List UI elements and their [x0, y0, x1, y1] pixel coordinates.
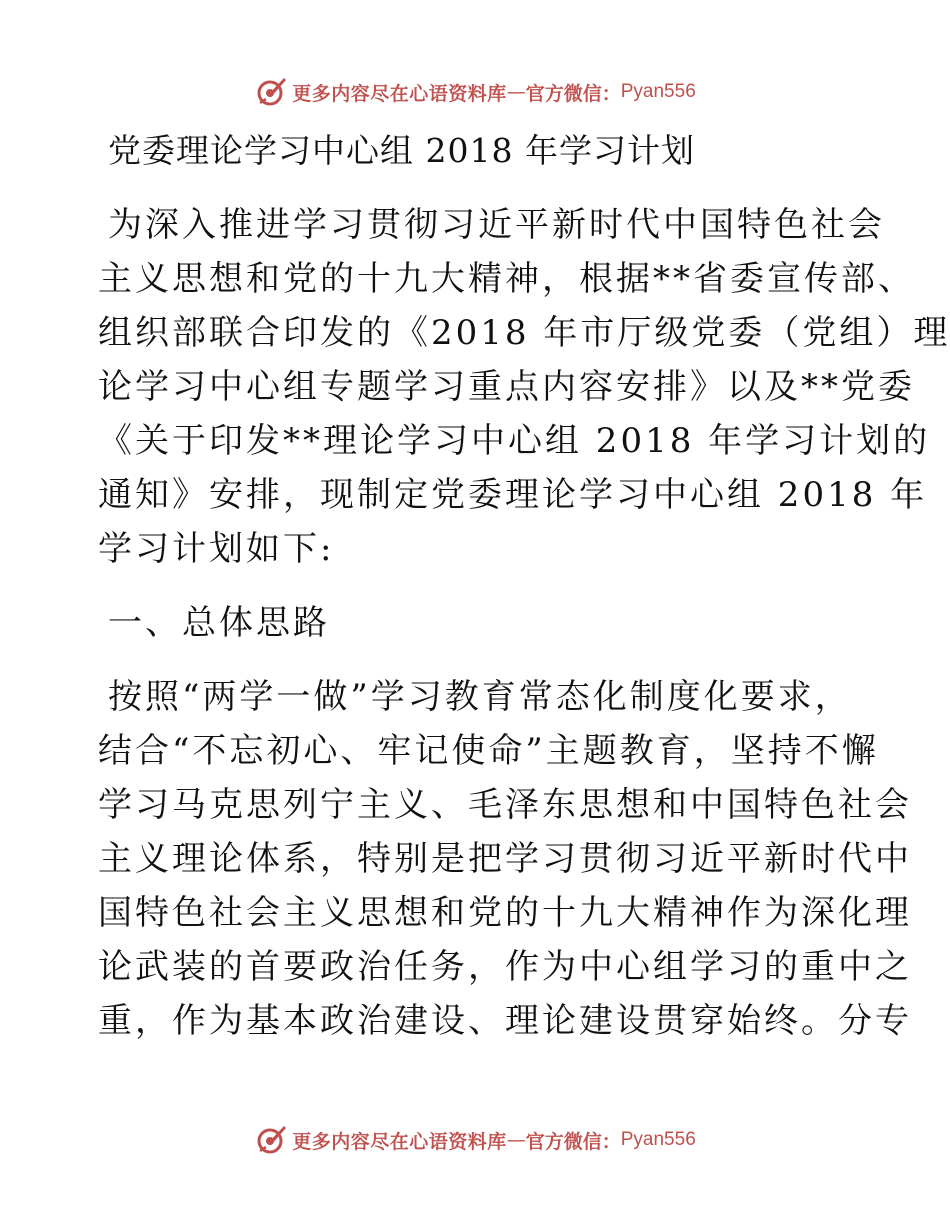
footer-watermark [0, 1120, 950, 1160]
paragraph-line: 为深入推进学习贯彻习近平新时代中国特色社会 [108, 205, 885, 245]
document-body [98, 124, 950, 1048]
paragraph-line: 论武装的首要政治任务，作为中心组学习的重中之 [98, 947, 912, 987]
watermark-dash: — [506, 81, 526, 103]
intro-paragraph [98, 198, 950, 576]
quill-logo-icon [254, 1123, 288, 1157]
paragraph-line: 结合“不忘初心、牢记使命”主题教育，坚持不懈 [98, 731, 879, 771]
document-title: 党委理论学习中心组 2018 年学习计划 [108, 131, 695, 170]
quill-logo-icon [254, 75, 288, 109]
watermark-text: 更多内容尽在心语资料库 [292, 1130, 507, 1153]
watermark-dash: — [506, 1129, 526, 1151]
paragraph-line: 重，作为基本政治建设、理论建设贯穿始终。分专 [98, 1001, 912, 1041]
paragraph-line: 论学习中心组专题学习重点内容安排》以及**党委 [98, 367, 915, 407]
watermark-wechat-label: 官方微信： [525, 82, 621, 105]
header-watermark [0, 72, 950, 112]
paragraph-line: 主义理论体系，特别是把学习贯彻习近平新时代中 [98, 839, 912, 879]
watermark-wechat-id: Pyan556 [620, 1129, 696, 1150]
paragraph-line: 主义思想和党的十九大精神，根据**省委宣传部、 [98, 259, 915, 299]
paragraph-line: 学习马克思列宁主义、毛泽东思想和中国特色社会 [98, 785, 912, 825]
paragraph-line: 组织部联合印发的《2018 年市厅级党委（党组）理 [98, 313, 950, 353]
watermark-wechat-label: 官方微信： [525, 1130, 621, 1153]
paragraph-line: 学习计划如下: [98, 529, 335, 569]
section-paragraph [98, 670, 912, 1048]
watermark-text: 更多内容尽在心语资料库 [292, 82, 507, 105]
paragraph-line: 国特色社会主义思想和党的十九大精神作为深化理 [98, 893, 912, 933]
section-heading: 一、总体思路 [108, 603, 330, 643]
paragraph-line: 《关于印发**理论学习中心组 2018 年学习计划的 [98, 421, 931, 461]
paragraph-line: 通知》安排，现制定党委理论学习中心组 2018 年 [98, 475, 928, 515]
paragraph-line: 按照“两学一做”学习教育常态化制度化要求， [108, 677, 852, 717]
watermark-wechat-id: Pyan556 [620, 81, 696, 102]
